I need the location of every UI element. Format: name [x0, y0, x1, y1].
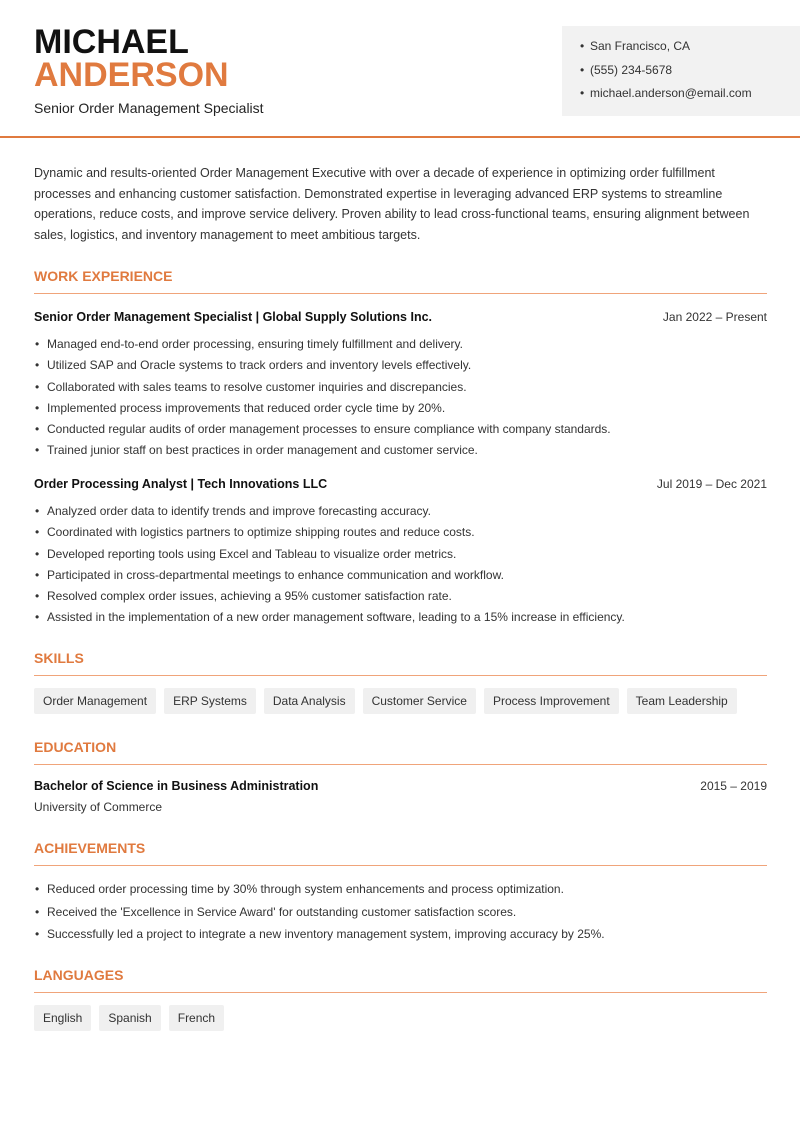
list-item: • Received the 'Excellence in Service Award' for outstanding customer satisfaction scores. — [34, 904, 767, 927]
job-header — [34, 477, 767, 491]
resume-header — [0, 0, 800, 138]
skill-tag: Order Management — [34, 688, 156, 714]
job-dates: Jan 2022 – Present — [662, 310, 767, 324]
contact-box — [562, 26, 800, 116]
contact-location: • San Francisco, CA — [580, 38, 800, 62]
list-item: • Utilized SAP and Oracle systems to track orders and inventory levels effectively. — [34, 357, 767, 378]
skill-tag: Customer Service — [363, 688, 476, 714]
summary-paragraph: Dynamic and results-oriented Order Management Executive with over a decade of experience in optimizing order fulfillment processes and enhancing customer satisfaction. Demonstrated expertise in leveraging advanced ERP systems to streamline operations, reduce costs, and improve service delivery. Proven ability to lead cross-functional teams, ensuring alignment between sales, logistics, and inventory management to meet ambitious targets. — [34, 166, 750, 242]
job-header — [34, 310, 767, 324]
list-item: • Conducted regular audits of order management processes to ensure compliance with company standards. — [34, 421, 767, 442]
job-bullets — [34, 336, 767, 464]
education-degree: Bachelor of Science in Business Administration — [34, 779, 319, 793]
list-item: • Reduced order processing time by 30% through system enhancements and process optimization. — [34, 881, 767, 904]
list-item: • Participated in cross-departmental meetings to enhance communication and workflow. — [34, 567, 767, 588]
job-title: Senior Order Management Specialist — [34, 100, 264, 116]
skill-tag: Team Leadership — [627, 688, 737, 714]
achievement-bullets — [34, 881, 767, 949]
skill-tag: Process Improvement — [484, 688, 619, 714]
education-dates: 2015 – 2019 — [700, 779, 767, 793]
list-item: • Coordinated with logistics partners to optimize shipping routes and reduce costs. — [34, 524, 767, 545]
education-school: University of Commerce — [34, 800, 163, 814]
language-tag: Spanish — [99, 1005, 160, 1031]
job-role: Order Processing Analyst | Tech Innovations LLC — [34, 477, 328, 491]
list-item: • Collaborated with sales teams to resolve customer inquiries and discrepancies. — [34, 379, 767, 400]
skills-tags — [34, 688, 737, 714]
work-experience-heading: WORK EXPERIENCE — [34, 268, 767, 294]
job-dates: Jul 2019 – Dec 2021 — [656, 477, 767, 491]
last-name: ANDERSON — [34, 56, 229, 94]
list-item: • Successfully led a project to integrate a new inventory management system, improving accuracy by 25%. — [34, 926, 767, 949]
skill-tag: Data Analysis — [264, 688, 355, 714]
first-name: MICHAEL — [34, 23, 189, 61]
education-heading: EDUCATION — [34, 739, 767, 765]
job-role: Senior Order Management Specialist | Global Supply Solutions Inc. — [34, 310, 433, 324]
list-item: • Developed reporting tools using Excel and Tableau to visualize order metrics. — [34, 546, 767, 567]
contact-phone: • (555) 234-5678 — [580, 62, 800, 86]
list-item: • Managed end-to-end order processing, ensuring timely fulfillment and delivery. — [34, 336, 767, 357]
list-item: • Trained junior staff on best practices in order management and customer service. — [34, 442, 767, 463]
language-tag: English — [34, 1005, 91, 1031]
list-item: • Analyzed order data to identify trends and improve forecasting accuracy. — [34, 503, 767, 524]
list-item: • Assisted in the implementation of a new order management software, leading to a 15% increase in efficiency. — [34, 609, 767, 630]
language-tag: French — [169, 1005, 224, 1031]
achievements-heading: ACHIEVEMENTS — [34, 840, 767, 866]
education-header — [34, 779, 767, 793]
list-item: • Implemented process improvements that reduced order cycle time by 20%. — [34, 400, 767, 421]
languages-heading: LANGUAGES — [34, 967, 767, 993]
skills-heading: SKILLS — [34, 650, 767, 676]
skill-tag: ERP Systems — [164, 688, 256, 714]
language-tags — [34, 1005, 224, 1031]
job-bullets — [34, 503, 767, 631]
list-item: • Resolved complex order issues, achieving a 95% customer satisfaction rate. — [34, 588, 767, 609]
contact-email: • michael.anderson@email.com — [580, 85, 800, 109]
